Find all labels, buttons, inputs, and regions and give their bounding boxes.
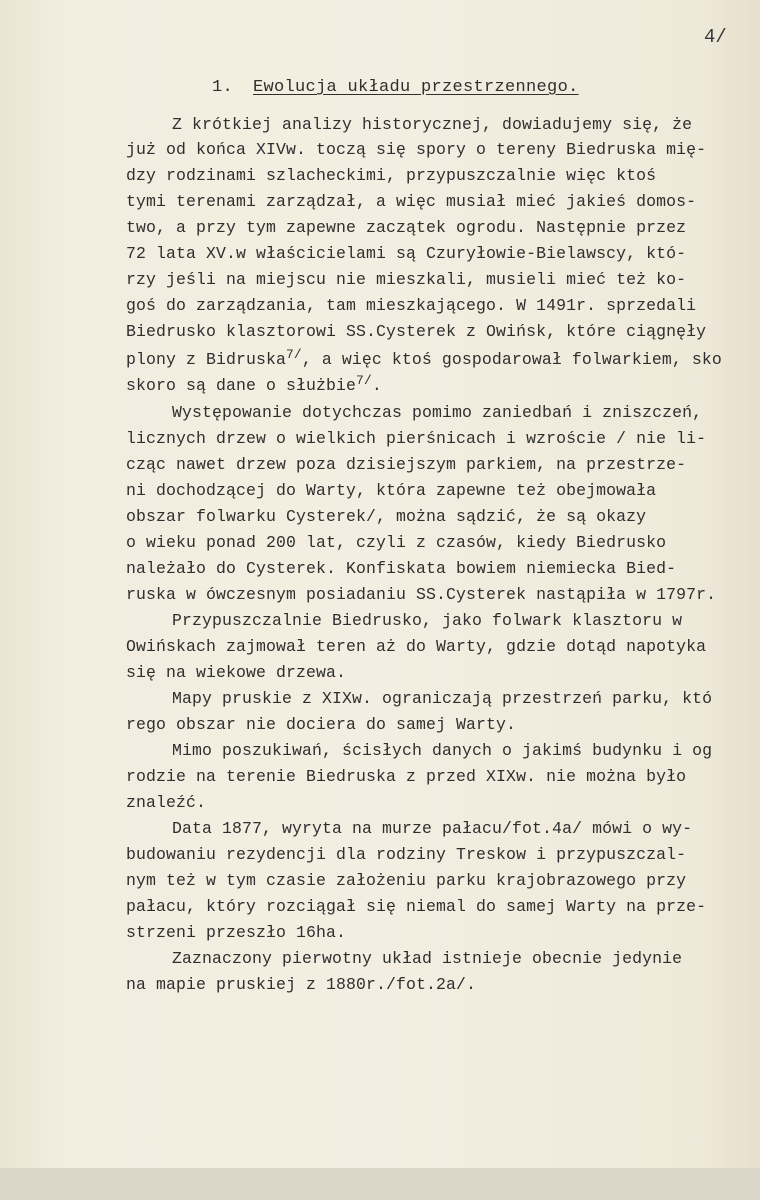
text-line: Owińskach zajmował teren aż do Warty, gdzie dotąd napotyka	[126, 637, 707, 656]
text-line: już od końca XIVw. toczą się spory o tereny Biedruska mię-	[126, 140, 707, 159]
text-line: znaleźć.	[126, 793, 207, 812]
text-line: strzeni przeszło 16ha.	[126, 923, 347, 942]
text-line-with-footnote	[126, 373, 382, 396]
line-text: plony z Bidruska	[126, 350, 287, 369]
text-line: Występowanie dotychczas pomimo zaniedbań i zniszczeń,	[172, 403, 703, 422]
text-line: Mimo poszukiwań, ścisłych danych o jakimś budynku i og	[172, 741, 713, 760]
text-line: cząc nawet drzew poza dzisiejszym parkiem, na przestrze-	[126, 455, 687, 474]
text-line: rego obszar nie dociera do samej Warty.	[126, 715, 517, 734]
text-line: Mapy pruskie z XIXw. ograniczają przestrzeń parku, któ	[172, 689, 713, 708]
page-number: 4/	[704, 26, 727, 48]
text-line: na mapie pruskiej z 1880r./fot.2a/.	[126, 975, 477, 994]
text-line: o wieku ponad 200 lat, czyli z czasów, kiedy Biedrusko	[126, 533, 667, 552]
text-line: ni dochodzącej do Warty, która zapewne też obejmowała	[126, 481, 657, 500]
text-line: Data 1877, wyryta na murze pałacu/fot.4a/ mówi o wy-	[172, 819, 693, 838]
text-line: należało do Cysterek. Konfiskata bowiem niemiecka Bied-	[126, 559, 677, 578]
text-line: obszar folwarku Cysterek/, można sądzić, że są okazy	[126, 507, 647, 526]
text-line: budowaniu rezydencji dla rodziny Treskow i przypuszczal-	[126, 845, 687, 864]
text-line: ruska w ówczesnym posiadaniu SS.Cysterek nastąpiła w 1797r.	[126, 585, 717, 604]
section-title: Ewolucja układu przestrzennego.	[253, 78, 579, 97]
text-line-with-footnote	[126, 347, 722, 370]
section-number: 1.	[212, 78, 234, 97]
text-line: się na wiekowe drzewa.	[126, 663, 347, 682]
line-text: , a więc ktoś gospodarował folwarkiem, sko	[301, 350, 722, 369]
text-line: 72 lata XV.w właścicielami są Czuryłowie-Bielawscy, któ-	[126, 244, 687, 263]
text-line: licznych drzew o wielkich pierśnicach i wzroście / nie li-	[126, 429, 707, 448]
text-line: dzy rodzinami szlacheckimi, przypuszczalnie więc ktoś	[126, 166, 657, 185]
text-line: Biedrusko klasztorowi SS.Cysterek z Owińsk, które ciągnęły	[126, 322, 707, 341]
line-text: .	[371, 376, 382, 395]
footnote-reference: 7/	[356, 373, 372, 388]
text-line: Zaznaczony pierwotny układ istnieje obecnie jedynie	[172, 949, 683, 968]
text-line: Z krótkiej analizy historycznej, dowiadujemy się, że	[172, 115, 693, 134]
text-line: goś do zarządzania, tam mieszkającego. W 1491r. sprzedali	[126, 296, 697, 315]
text-line: rodzie na terenie Biedruska z przed XIXw. nie można było	[126, 767, 687, 786]
line-text: skoro są dane o służbie	[126, 376, 357, 395]
text-line: tymi terenami zarządzał, a więc musiał mieć jakieś domos-	[126, 192, 697, 211]
text-line: rzy jeśli na miejscu nie mieszkali, musieli mieć też ko-	[126, 270, 687, 289]
text-line: nym też w tym czasie założeniu parku krajobrazowego przy	[126, 871, 687, 890]
text-line: pałacu, który rozciągał się niemal do samej Warty na prze-	[126, 897, 707, 916]
footnote-reference: 7/	[286, 347, 302, 362]
text-line: two, a przy tym zapewne zaczątek ogrodu. Następnie przez	[126, 218, 687, 237]
text-line: Przypuszczalnie Biedrusko, jako folwark klasztoru w	[172, 611, 683, 630]
